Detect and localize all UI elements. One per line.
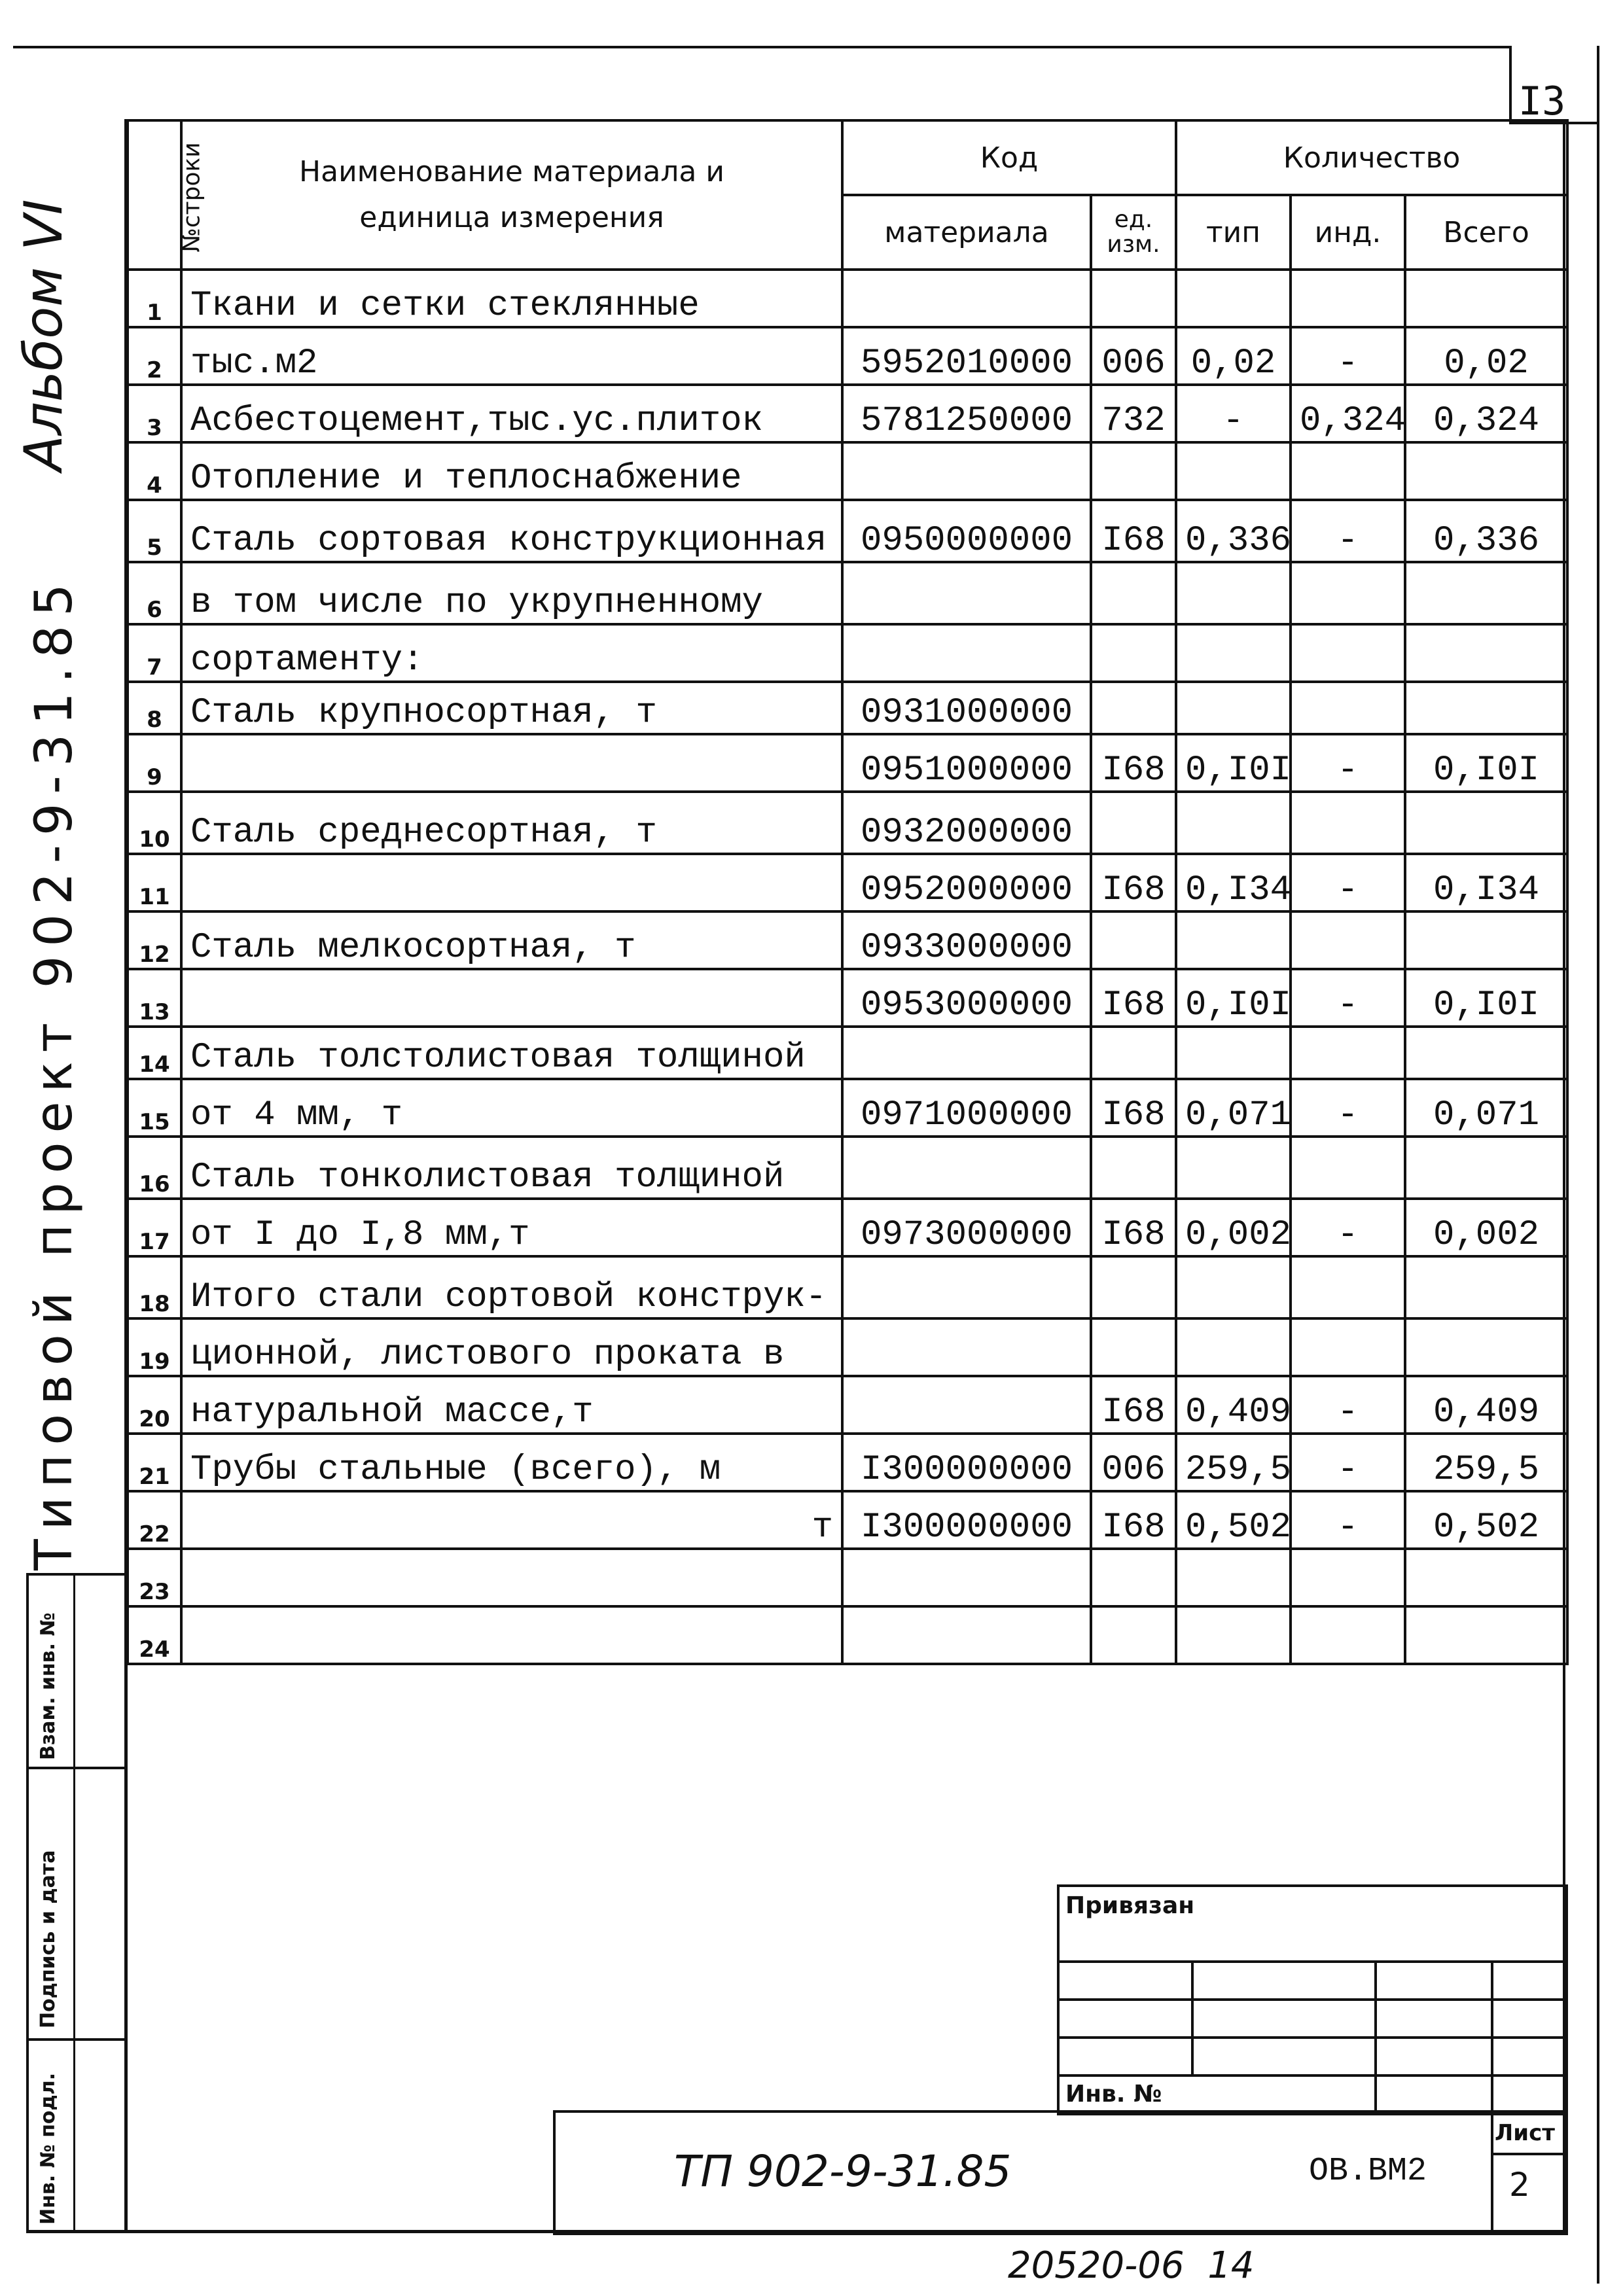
qty-total-cell	[1405, 624, 1567, 682]
qty-total-cell	[1405, 911, 1567, 969]
material-name-cell	[181, 854, 842, 911]
material-code-cell: 0931000000	[842, 682, 1091, 734]
table-row	[128, 911, 1567, 969]
table-row	[128, 270, 1567, 327]
table-row	[128, 682, 1567, 734]
qty-total-cell	[1405, 442, 1567, 500]
qty-tip-cell	[1176, 1027, 1291, 1079]
qty-ind-cell: 0,324	[1291, 385, 1405, 442]
qty-ind-cell: -	[1291, 327, 1405, 385]
qty-total-cell	[1405, 792, 1567, 854]
table-row	[128, 1079, 1567, 1137]
qty-total-cell	[1405, 1137, 1567, 1199]
qty-ind-cell: -	[1291, 1199, 1405, 1256]
table-row	[128, 1199, 1567, 1256]
qty-tip-cell: 0,002	[1176, 1199, 1291, 1256]
qty-total-cell	[1405, 1318, 1567, 1376]
materials-table	[126, 119, 1569, 1665]
qty-tip-cell: 0,I34	[1176, 854, 1291, 911]
table-row	[128, 327, 1567, 385]
qty-total-cell: 0,502	[1405, 1491, 1567, 1549]
unit-code-cell	[1091, 1549, 1176, 1606]
row-number-cell: 1	[128, 270, 181, 327]
unit-code-cell: I68	[1091, 734, 1176, 792]
qty-ind-cell	[1291, 682, 1405, 734]
material-code-cell	[842, 1549, 1091, 1606]
row-number-cell: 18	[128, 1256, 181, 1318]
qty-ind-cell: -	[1291, 969, 1405, 1027]
unit-code-cell: I68	[1091, 1199, 1176, 1256]
material-name-cell: сортаменту:	[181, 624, 842, 682]
unit-code-cell: 732	[1091, 385, 1176, 442]
material-name-cell: Сталь тонколистовая толщиной	[181, 1137, 842, 1199]
qty-tip-cell	[1176, 442, 1291, 500]
qty-ind-cell	[1291, 1137, 1405, 1199]
material-name-cell: тыс.м2	[181, 327, 842, 385]
row-number-cell: 6	[128, 562, 181, 624]
row-number-cell: 4	[128, 442, 181, 500]
row-number-cell: 5	[128, 500, 181, 562]
row-number-cell: 8	[128, 682, 181, 734]
qty-tip-cell	[1176, 792, 1291, 854]
table-row	[128, 1434, 1567, 1491]
side-album-title: Альбом VI	[13, 199, 74, 471]
row-number-cell: 16	[128, 1137, 181, 1199]
unit-code-cell: I68	[1091, 1079, 1176, 1137]
row-number-cell: 14	[128, 1027, 181, 1079]
qty-total-cell: 0,336	[1405, 500, 1567, 562]
qty-total-cell	[1405, 270, 1567, 327]
material-name-cell	[181, 1606, 842, 1664]
table-row	[128, 1606, 1567, 1664]
table-row	[128, 624, 1567, 682]
row-number-cell: 23	[128, 1549, 181, 1606]
qty-ind-cell	[1291, 1318, 1405, 1376]
material-name-cell: натуральной массе,т	[181, 1376, 842, 1434]
material-code-cell	[842, 1256, 1091, 1318]
stamp-row-line-1	[1057, 1960, 1563, 1963]
qty-ind-cell	[1291, 1549, 1405, 1606]
qty-ind-cell	[1291, 1256, 1405, 1318]
qty-total-cell: 0,02	[1405, 327, 1567, 385]
unit-code-cell	[1091, 1606, 1176, 1664]
material-code-cell	[842, 562, 1091, 624]
row-number-cell: 22	[128, 1491, 181, 1549]
unit-code-cell	[1091, 1027, 1176, 1079]
material-name-cell: Ткани и сетки стеклянные	[181, 270, 842, 327]
material-code-cell: 0971000000	[842, 1079, 1091, 1137]
material-name-cell: Итого стали сортовой конструк-	[181, 1256, 842, 1318]
table-row	[128, 969, 1567, 1027]
unit-code-cell	[1091, 270, 1176, 327]
material-name-cell: Трубы стальные (всего), м	[181, 1434, 842, 1491]
qty-ind-cell: -	[1291, 1079, 1405, 1137]
material-name-cell: Сталь мелкосортная, т	[181, 911, 842, 969]
total-header: Всего	[1405, 195, 1567, 270]
table-row	[128, 500, 1567, 562]
qty-total-cell	[1405, 1256, 1567, 1318]
qty-total-cell	[1405, 562, 1567, 624]
qty-tip-cell	[1176, 911, 1291, 969]
table-row	[128, 1549, 1567, 1606]
material-code-cell	[842, 442, 1091, 500]
material-name-cell: от 4 мм, т	[181, 1079, 842, 1137]
qty-tip-cell	[1176, 682, 1291, 734]
stamp-col-line-2	[1374, 1960, 1377, 2110]
unit-code-cell: I68	[1091, 500, 1176, 562]
material-name-header: Наименование материала и единица измерения	[181, 120, 842, 270]
stamp-row-line-3	[1057, 2036, 1563, 2039]
qty-ind-cell	[1291, 270, 1405, 327]
stamp-col-line-1	[1191, 1960, 1194, 2077]
qty-ind-cell	[1291, 562, 1405, 624]
qty-tip-cell	[1176, 624, 1291, 682]
row-number-cell: 2	[128, 327, 181, 385]
qty-tip-cell: 0,071	[1176, 1079, 1291, 1137]
unit-code-cell: I68	[1091, 854, 1176, 911]
row-number-cell: 20	[128, 1376, 181, 1434]
row-number-header	[128, 120, 205, 270]
qty-ind-cell: -	[1291, 1434, 1405, 1491]
material-code-cell: 0950000000	[842, 500, 1091, 562]
privyazan-label: Привязан	[1065, 1892, 1195, 1919]
table-row	[128, 1256, 1567, 1318]
qty-total-cell: 0,I34	[1405, 854, 1567, 911]
qty-tip-cell	[1176, 562, 1291, 624]
unit-code-cell	[1091, 1318, 1176, 1376]
qty-tip-cell	[1176, 270, 1291, 327]
qty-ind-cell	[1291, 624, 1405, 682]
qty-tip-cell	[1176, 1549, 1291, 1606]
right-border-line	[1597, 46, 1599, 2284]
corner-box-left-line	[1509, 46, 1512, 124]
page-number: I3	[1518, 79, 1566, 124]
row-number-cell: 24	[128, 1606, 181, 1664]
qty-tip-cell: 0,409	[1176, 1376, 1291, 1434]
qty-tip-cell: 0,336	[1176, 500, 1291, 562]
table-row	[128, 385, 1567, 442]
footer-handwritten-number: 20520-06 14	[1008, 2244, 1255, 2287]
material-name-cell: Асбестоцемент,тыс.ус.плиток	[181, 385, 842, 442]
qty-ind-cell: -	[1291, 1491, 1405, 1549]
qty-ind-cell	[1291, 1606, 1405, 1664]
qty-tip-cell	[1176, 1256, 1291, 1318]
material-name-cell	[181, 734, 842, 792]
material-code-cell: 5952010000	[842, 327, 1091, 385]
material-code-header: материала	[842, 195, 1091, 270]
qty-tip-cell: 259,5	[1176, 1434, 1291, 1491]
sheet-label: Лист	[1495, 2120, 1555, 2146]
qty-tip-cell	[1176, 1137, 1291, 1199]
qty-ind-cell	[1291, 911, 1405, 969]
material-name-cell: Сталь крупносортная, т	[181, 682, 842, 734]
unit-code-cell: I68	[1091, 1491, 1176, 1549]
side-label-vzam-inv: Взам. инв. №	[37, 1612, 60, 1760]
qty-total-cell: 259,5	[1405, 1434, 1567, 1491]
qty-tip-cell: 0,02	[1176, 327, 1291, 385]
material-code-cell	[842, 624, 1091, 682]
qty-total-cell: 0,409	[1405, 1376, 1567, 1434]
qty-ind-cell: -	[1291, 734, 1405, 792]
sheet-number: 2	[1509, 2166, 1530, 2204]
sheet-code: ОВ.ВМ2	[1309, 2153, 1427, 2190]
inv-number-label: Инв. №	[1065, 2081, 1162, 2108]
code-group-header: Код	[842, 120, 1176, 195]
side-box-inner-line	[73, 1573, 75, 2233]
qty-ind-cell	[1291, 792, 1405, 854]
top-border-line	[13, 46, 1512, 48]
material-code-cell	[842, 1606, 1091, 1664]
table-row	[128, 442, 1567, 500]
material-name-cell: в том числе по укрупненному	[181, 562, 842, 624]
table-row	[128, 792, 1567, 854]
qty-tip-cell: 0,I0I	[1176, 734, 1291, 792]
side-strip-left-line	[26, 1573, 29, 2233]
qty-ind-cell	[1291, 1027, 1405, 1079]
row-number-cell: 11	[128, 854, 181, 911]
unit-code-cell	[1091, 1137, 1176, 1199]
unit-code-cell	[1091, 442, 1176, 500]
qty-ind-cell: -	[1291, 1376, 1405, 1434]
qty-total-cell: 0,002	[1405, 1199, 1567, 1256]
side-label-podpis-data: Подпись и дата	[37, 1850, 60, 2028]
qty-total-cell: 0,071	[1405, 1079, 1567, 1137]
material-code-cell	[842, 1027, 1091, 1079]
row-number-cell: 13	[128, 969, 181, 1027]
ind-header: инд.	[1291, 195, 1405, 270]
qty-ind-cell: -	[1291, 500, 1405, 562]
qty-tip-cell: -	[1176, 385, 1291, 442]
unit-code-cell	[1091, 562, 1176, 624]
qty-total-cell	[1405, 1549, 1567, 1606]
row-number-cell: 10	[128, 792, 181, 854]
table-row	[128, 1318, 1567, 1376]
qty-total-cell: 0,324	[1405, 385, 1567, 442]
row-number-cell: 9	[128, 734, 181, 792]
qty-total-cell	[1405, 682, 1567, 734]
table-row	[128, 854, 1567, 911]
row-number-cell: 7	[128, 624, 181, 682]
qty-total-cell: 0,I0I	[1405, 969, 1567, 1027]
unit-code-cell	[1091, 682, 1176, 734]
unit-code-cell	[1091, 1256, 1176, 1318]
unit-code-cell: 006	[1091, 1434, 1176, 1491]
material-code-cell: 5781250000	[842, 385, 1091, 442]
qty-total-cell: 0,I0I	[1405, 734, 1567, 792]
material-name-cell: от I до I,8 мм,т	[181, 1199, 842, 1256]
qty-total-cell	[1405, 1606, 1567, 1664]
material-name-cell: Сталь сортовая конструкционная	[181, 500, 842, 562]
quantity-group-header: Количество	[1176, 120, 1567, 195]
row-number-cell: 21	[128, 1434, 181, 1491]
material-code-cell: 0953000000	[842, 969, 1091, 1027]
table-row	[128, 1137, 1567, 1199]
material-name-cell: Сталь среднесортная, т	[181, 792, 842, 854]
material-name-cell: Отопление и теплоснабжение	[181, 442, 842, 500]
row-number-cell: 3	[128, 385, 181, 442]
material-code-cell	[842, 1376, 1091, 1434]
material-name-cell: ционной, листового проката в	[181, 1318, 842, 1376]
row-number-cell: 15	[128, 1079, 181, 1137]
qty-tip-cell: 0,I0I	[1176, 969, 1291, 1027]
material-code-cell	[842, 1137, 1091, 1199]
sheet-box-divider	[1491, 2153, 1565, 2155]
side-box-divider-3	[26, 2038, 124, 2041]
unit-code-cell: 006	[1091, 327, 1176, 385]
side-project-title: Типовой проект 902-9-31.85	[25, 574, 84, 1570]
tip-header: тип	[1176, 195, 1291, 270]
table-row	[128, 1027, 1567, 1079]
side-label-inv-podl: Инв. № подл.	[37, 2072, 60, 2225]
unit-code-cell	[1091, 911, 1176, 969]
qty-ind-cell: -	[1291, 854, 1405, 911]
stamp-row-line-4	[1057, 2074, 1563, 2077]
unit-header: ед. изм.	[1091, 195, 1176, 270]
row-number-header-text: №строки	[178, 141, 205, 253]
qty-tip-cell: 0,502	[1176, 1491, 1291, 1549]
material-code-cell: 0951000000	[842, 734, 1091, 792]
material-code-cell: 0973000000	[842, 1199, 1091, 1256]
qty-tip-cell	[1176, 1318, 1291, 1376]
table-row	[128, 1491, 1567, 1549]
row-number-cell: 19	[128, 1318, 181, 1376]
row-number-cell: 12	[128, 911, 181, 969]
material-name-cell	[181, 969, 842, 1027]
unit-code-cell	[1091, 624, 1176, 682]
side-box-divider-2	[26, 1767, 124, 1769]
material-code-cell: 0932000000	[842, 792, 1091, 854]
table-row	[128, 1376, 1567, 1434]
side-box-divider-1	[26, 1573, 124, 1576]
material-code-cell	[842, 1318, 1091, 1376]
material-name-cell: Сталь толстолистовая толщиной	[181, 1027, 842, 1079]
qty-ind-cell	[1291, 442, 1405, 500]
row-number-cell: 17	[128, 1199, 181, 1256]
material-name-cell	[181, 1549, 842, 1606]
table-row	[128, 562, 1567, 624]
document-code: ТП 902-9-31.85	[674, 2146, 1012, 2197]
material-code-cell: I300000000	[842, 1434, 1091, 1491]
table-row	[128, 734, 1567, 792]
material-code-cell	[842, 270, 1091, 327]
material-code-cell: I300000000	[842, 1491, 1091, 1549]
unit-code-cell: I68	[1091, 1376, 1176, 1434]
material-code-cell: 0952000000	[842, 854, 1091, 911]
unit-code-cell	[1091, 792, 1176, 854]
qty-total-cell	[1405, 1027, 1567, 1079]
qty-tip-cell	[1176, 1606, 1291, 1664]
stamp-row-line-2	[1057, 1998, 1563, 2001]
material-name-cell: т	[181, 1491, 842, 1549]
unit-code-cell: I68	[1091, 969, 1176, 1027]
material-code-cell: 0933000000	[842, 911, 1091, 969]
